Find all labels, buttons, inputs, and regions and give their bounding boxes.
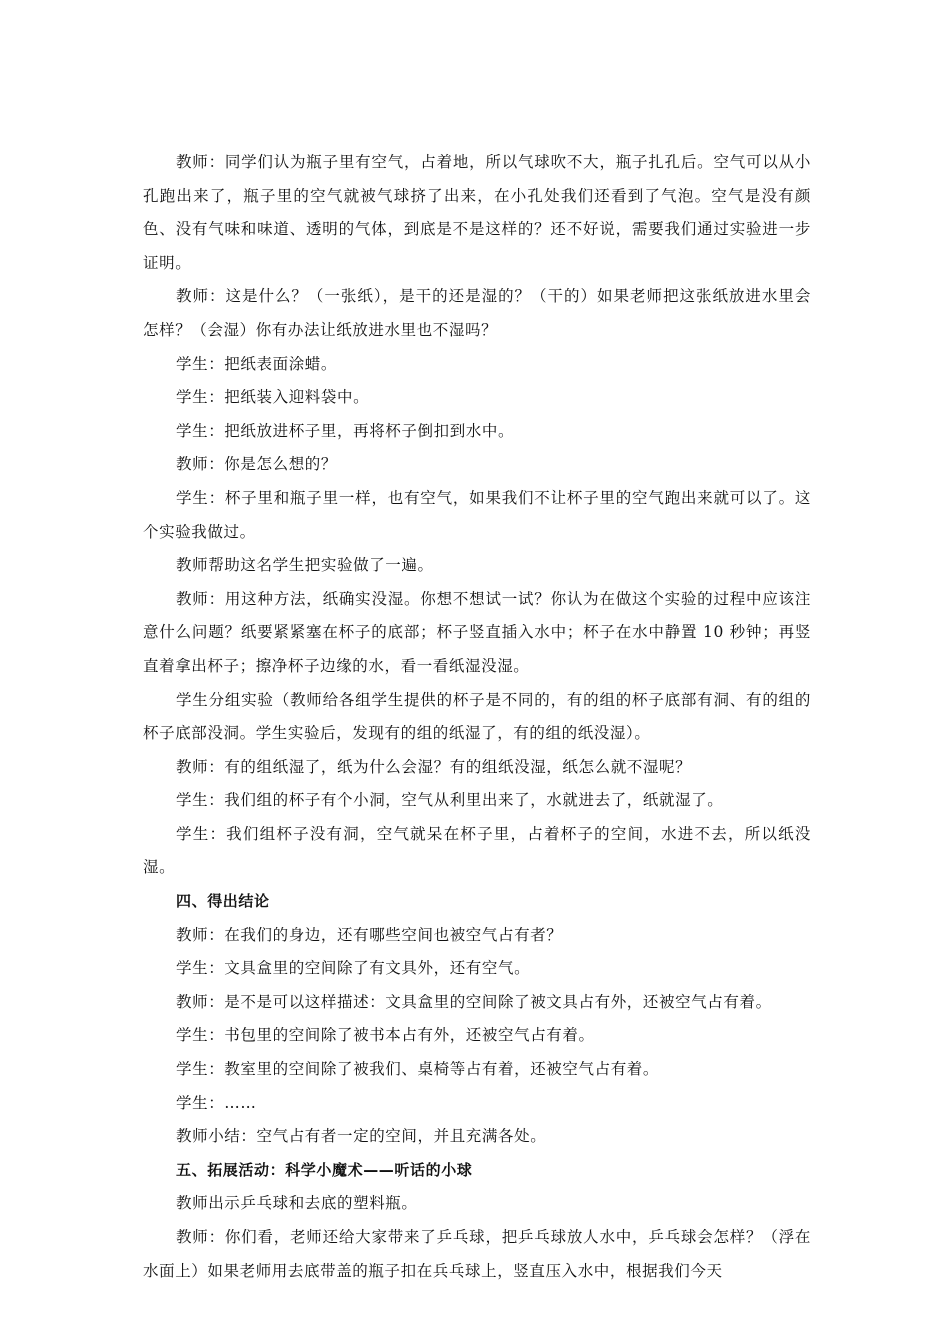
paragraph: 教师：在我们的身边，还有哪些空间也被空气占有者？ [176,925,563,944]
paragraph: 教师：是不是可以这样描述：文具盒里的空间除了被文具占有外，还被空气占有着。 [176,992,772,1011]
paragraph: 学生：我们组的杯子有个小洞，空气从利里出来了，水就进去了，纸就湿了。 [176,791,724,810]
paragraph: 教师小结：空气占有者一定的空间，并且充满各处。 [176,1127,547,1146]
paragraph: 教师：你们看，老师还给大家带来了乒乓球，把乒乓球放人水中，乒乓球会怎样？（浮在水面上）如果老师用去底带盖的瓶子扣在兵乓球上，竖直压入水中，根据我们今天 [143,1228,811,1280]
section-heading: 四、得出结论 [176,892,270,911]
paragraph: 学生：教室里的空间除了被我们、桌椅等占有着，还被空气占有着。 [176,1060,660,1079]
document-page [143,146,811,1288]
paragraph: 教师：有的组纸湿了，纸为什么会湿？有的组纸没湿，纸怎么就不湿呢？ [176,757,692,776]
paragraph: 教师：这是什么？（一张纸），是干的还是湿的？（干的）如果老师把这张纸放进水里会怎样？（会湿）你有办法让纸放进水里也不湿吗？ [143,287,811,339]
paragraph: 教师：你是怎么想的？ [176,455,338,474]
paragraph: 教师出示乒乓球和去底的塑料瓶。 [176,1194,418,1213]
paragraph: 学生：杯子里和瓶子里一样，也有空气，如果我们不让杯子里的空气跑出来就可以了。这个实验我做过。 [143,488,811,541]
paragraph: 学生：书包里的空间除了被书本占有外，还被空气占有着。 [176,1026,595,1045]
paragraph: 学生：我们组杯子没有洞，空气就呆在杯子里，占着杯子的空间，水进不去，所以纸没湿。 [143,824,811,877]
paragraph: 教师：同学们认为瓶子里有空气，占着地，所以气球吹不大，瓶子扎孔后。空气可以从小孔跑出来了，瓶子里的空气就被气球挤了出来，在小孔处我们还看到了气泡。空气是没有颜色、没有气味和味道、透明的气体，到底是不是这样的？还不好说，需要我们通过实验进一步证明。 [143,153,811,272]
paragraph: 学生分组实验（教师给各组学生提供的杯子是不同的，有的组的杯子底部有洞、有的组的杯子底部没洞。学生实验后，发现有的组的纸湿了，有的组的纸没湿）。 [143,690,811,743]
paragraph: 学生：把纸放进杯子里，再将杯子倒扣到水中。 [176,421,515,440]
paragraph: 学生：把纸表面涂蜡。 [176,354,338,373]
section-heading: 五、拓展活动：科学小魔术——听话的小球 [176,1160,473,1179]
paragraph: 学生：…… [176,1093,257,1112]
paragraph: 教师帮助这名学生把实验做了一遍。 [176,556,434,575]
paragraph: 学生：把纸装入迎料袋中。 [176,388,370,407]
paragraph: 教师：用这种方法，纸确实没湿。你想不想试一试？你认为在做这个实验的过程中应该注意什么问题？纸要紧紧塞在杯子的底部；杯子竖直插入水中；杯子在水中静置 10 秒钟；再竖直着拿出杯子；擦净杯子边缘的水，看一看纸湿没湿。 [143,589,811,675]
paragraph: 学生：文具盒里的空间除了有文具外，还有空气。 [176,959,531,978]
